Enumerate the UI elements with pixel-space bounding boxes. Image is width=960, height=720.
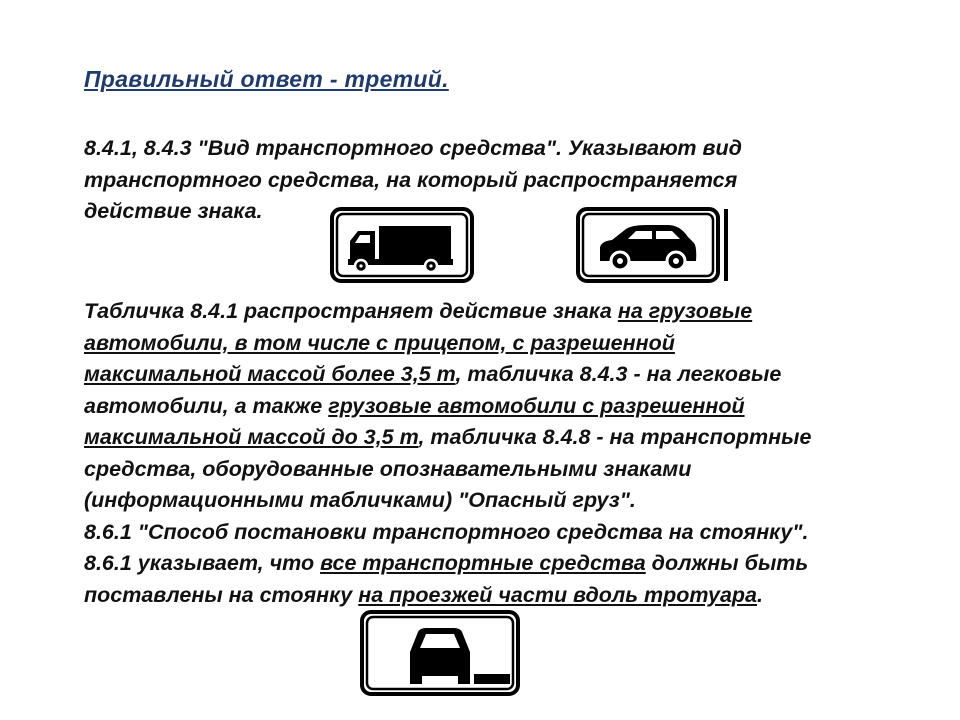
text-segment: 8.6.1 "Способ постановки транспортного средства на стоянку". bbox=[84, 519, 809, 544]
text-segment: , табличка 8.4.8 - на транспортные bbox=[418, 425, 812, 449]
explanation-paragraph bbox=[84, 296, 811, 611]
underlined-segment: все транспортные средства bbox=[320, 551, 646, 575]
text-segment: (информационными табличками) "Опасный груз". bbox=[84, 488, 636, 512]
text-segment: Табличка 8.4.1 распространяет действие знака bbox=[84, 299, 618, 323]
underlined-segment: грузовые автомобили с разрешенной bbox=[328, 393, 745, 418]
intro-line-3: действие знака. bbox=[84, 199, 263, 223]
underlined-segment: максимальной массой более 3,5 т bbox=[84, 362, 456, 386]
intro-line-2: транспортного средства, на который распространяется bbox=[84, 167, 738, 192]
parking-sign-icon bbox=[360, 610, 522, 696]
text-segment: 8.6.1 указывает, что bbox=[84, 551, 321, 575]
answer-title: Правильный ответ - третий. bbox=[84, 66, 449, 92]
text-segment: средства, оборудованные опознавательными знаками bbox=[84, 456, 692, 481]
underlined-segment: на грузовые bbox=[617, 299, 753, 323]
underlined-segment: максимальной массой до 3,5 т bbox=[84, 425, 419, 449]
underlined-segment: на проезжей части вдоль тротуара bbox=[358, 582, 758, 607]
text-segment: поставлены на стоянку bbox=[84, 582, 359, 607]
text-segment: должны быть bbox=[645, 551, 809, 575]
intro-line-1: 8.4.1, 8.4.3 "Вид транспортного средства". Указывают вид bbox=[84, 136, 742, 160]
text-segment: автомобили, а также bbox=[84, 393, 329, 418]
text-segment: , табличка 8.4.3 - на легковые bbox=[455, 362, 782, 386]
car-sign-icon bbox=[576, 207, 732, 283]
underlined-segment: автомобили, в том числе с прицепом, с разрешенной bbox=[84, 330, 675, 355]
truck-sign-icon bbox=[330, 207, 474, 283]
text-segment: . bbox=[757, 582, 763, 607]
